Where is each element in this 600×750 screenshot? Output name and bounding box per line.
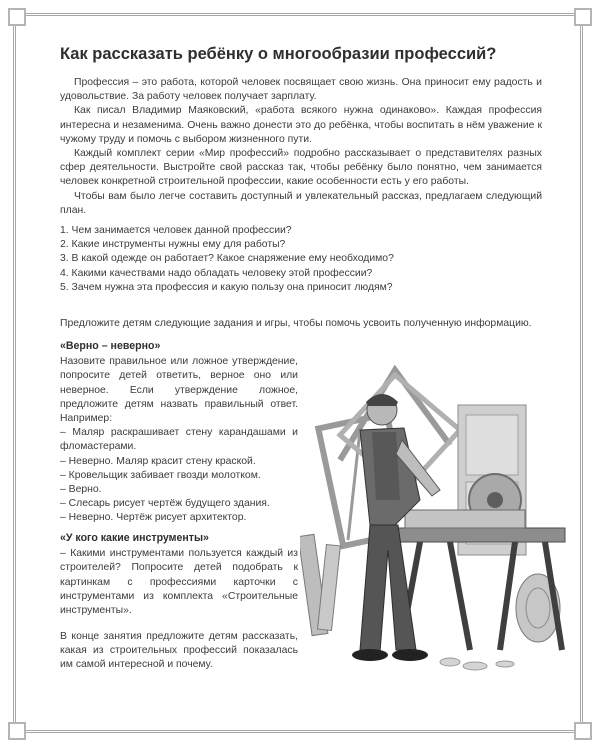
plan-item: 4. Какими качествами надо обладать человеку этой профессии? — [60, 267, 373, 279]
conclusion-text: В конце занятия предложите детям рассказать, какая из строительных профессий показалась им самой интересной и почему. — [60, 631, 298, 671]
game-heading: «У кого какие инструменты» — [60, 532, 209, 544]
game-description: Назовите правильное или ложное утверждение, попросите детей ответить, верное оно или неверное. Если утверждение ложное, предложите детям назвать правильный ответ. Например: — [60, 356, 298, 425]
border-corner — [8, 8, 26, 26]
plan-list — [60, 224, 542, 295]
plan-item: 5. Зачем нужна эта профессия и какую пользу она приносит людям? — [60, 281, 393, 293]
carpenter-illustration — [300, 350, 568, 680]
border-corner — [8, 722, 26, 740]
border-corner — [574, 722, 592, 740]
plan-item: 2. Какие инструменты нужны ему для работы? — [60, 239, 286, 251]
intro-paragraph: Каждый комплект серии «Мир профессий» подробно рассказывает о представителях разных сфер деятельности. Выстройте свой рассказ так, чтобы ребёнку было понятно, чем занимается человек конкретной строительной профессии, какие особенности есть у его работы. — [60, 148, 542, 188]
page-title: Как рассказать ребёнку о многообразии профессий? — [60, 45, 497, 63]
intro-paragraph: Чтобы вам было легче составить доступный и увлекательный рассказ, предлагаем следующий план. — [60, 190, 542, 216]
border-corner — [574, 8, 592, 26]
game-tools — [60, 531, 298, 618]
intro-paragraph: Профессия – это работа, которой человек посвящает свою жизнь. Она приносит ему радость и удовольствие. За работу человек получает зарплату. — [60, 77, 542, 103]
game-description: – Какими инструментами пользуется каждый из строителей? Попросите детей подобрать к картинкам с профессиями карточки с инструментами из комплекта «Строительные инструменты». — [60, 548, 298, 617]
intro-section — [60, 76, 542, 295]
workbench — [395, 528, 565, 542]
plan-item: 1. Чем занимается человек данной профессии? — [60, 225, 292, 237]
game-true-false — [60, 339, 298, 526]
dialog-line: – Слесарь рисует чертёж будущего здания. — [60, 498, 270, 510]
dialog-line: – Неверно. Чертёж рисует архитектор. — [60, 512, 247, 524]
dialog-line: – Верно. — [60, 484, 102, 496]
game-heading: «Верно – неверно» — [60, 340, 161, 352]
tasks-intro: Предложите детям следующие задания и игры, чтобы помочь усвоить полученную информацию. — [60, 318, 532, 329]
wood-shavings — [440, 658, 514, 670]
dialog-line: – Неверно. Маляр красит стену краской. — [60, 455, 256, 467]
dialog-line: – Маляр раскрашивает стену карандашами и фломастерами. — [60, 427, 298, 453]
intro-paragraph: Как писал Владимир Маяковский, «работа всякого нужна одинаково». Каждая профессия интересна и незаменима. Очень важно донести это до ребёнка, чтобы воспитать в нём уважение к чужому труду и помочь с выбором жизненного пути. — [60, 105, 542, 145]
plan-item: 3. В какой одежде он работает? Какое снаряжение ему необходимо? — [60, 253, 394, 265]
conclusion — [60, 630, 298, 673]
dialog-line: – Кровельщик забивает гвозди молотком. — [60, 469, 261, 481]
